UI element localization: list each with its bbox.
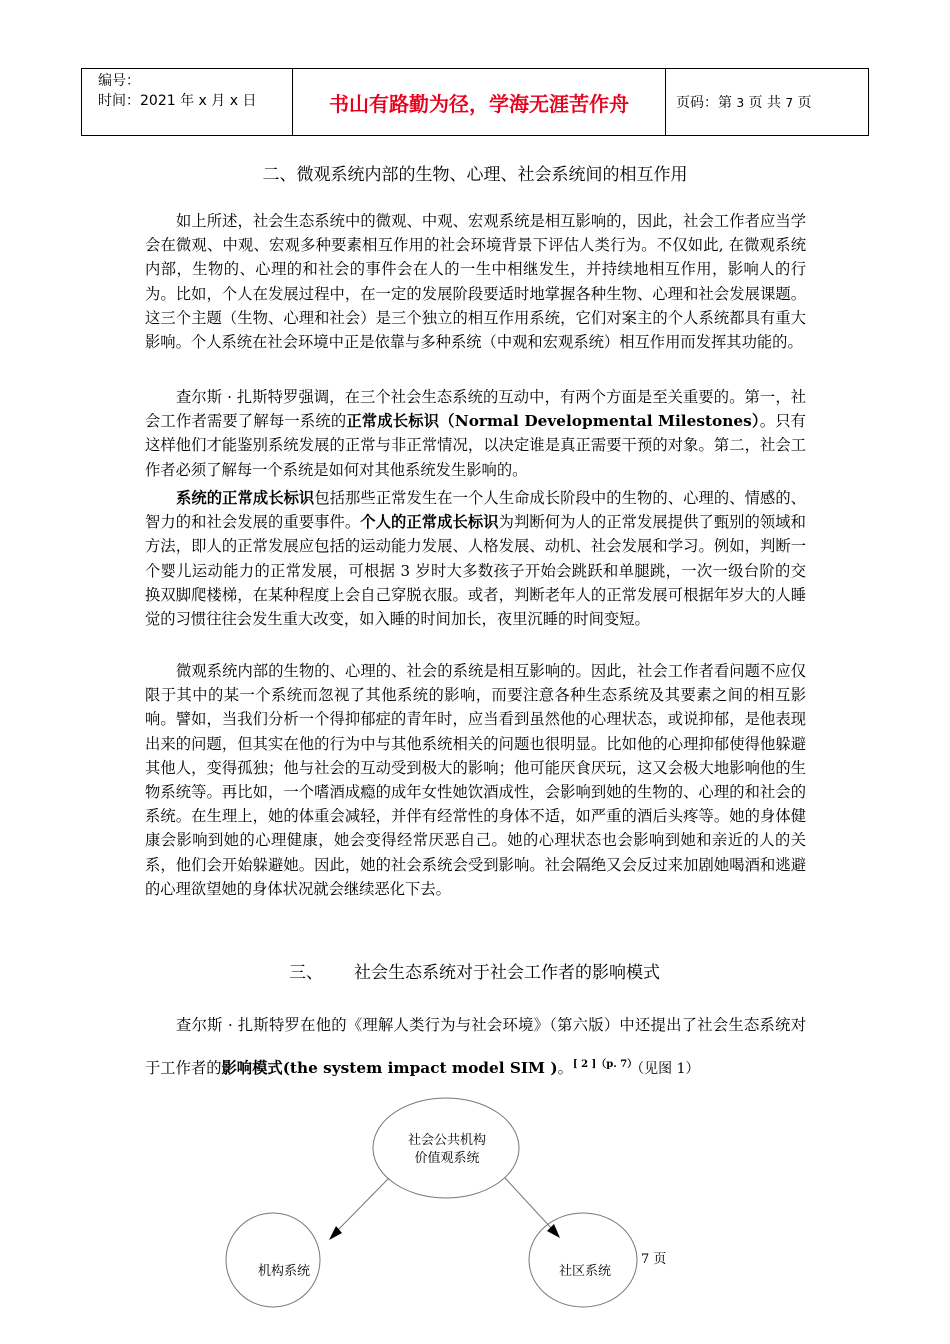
figure-reference: （见图 1） — [637, 1061, 700, 1078]
node-right-label: 社区系统 — [558, 1264, 612, 1279]
page-total: 7 — [785, 96, 794, 110]
section-3-number: 三、 — [289, 963, 323, 983]
node-top-label-1: 社会公共机构 — [407, 1133, 487, 1148]
paragraph-3-text-a: 包括那些正常发生在一个人生命成长阶段中的生物的、心理的、情感的、智力的和社会发展的重要事件。 — [145, 489, 806, 532]
node-ellipse-left — [226, 1213, 320, 1307]
citation-ref: [ 2 ]（p. 7） — [572, 1059, 638, 1070]
paragraph-2-text-a: 查尔斯 · 扎斯特罗强调，在三个社会生态系统的互动中，有两个方面是至关重要的。第一，社会工作者需要了解每一系统的 — [145, 388, 806, 431]
term-personal-milestones: 个人的正常成长标识 — [360, 513, 499, 532]
section-3-heading: 社会生态系统对于社会工作者的影响模式 — [354, 963, 660, 983]
document-number-label: 编号： — [98, 73, 140, 89]
header-motto: 书山有路勤为径，学海无涯苦作舟 — [293, 69, 666, 136]
page-current: 3 — [736, 96, 745, 110]
paragraph-3-text-b: 为判断何为人的正常发展提供了甄别的领域和方法，即人的正常发展应包括的运动能力发展、人格发展、动机、社会发展和学习。例如，判断一个婴儿运动能力的正常发展，可根据 3 岁时大多数孩子开始会跳跃和单腿跳，一次一级台阶的交换双脚爬楼梯，在某种程度上会自己穿脱衣服。或者，判断老年人的正常发展可根据年岁大的人睡觉的习惯往往会发生重大改变，如入睡的时间加长，夜里沉睡的时间变短。 — [145, 513, 806, 629]
term-impact-model: 影响模式(the system impact model SIM ) — [221, 1059, 558, 1078]
node-ellipse-right — [529, 1213, 637, 1307]
paragraph-5-text-a: 查尔斯 · 扎斯特罗在他的《理解人类行为与社会环境》（第六版）中还提出了社会生态系统对于工作者的 — [145, 1016, 806, 1078]
paragraph-4: 微观系统内部的生物的、心理的、社会的系统是相互影响的。因此，社会工作者看问题不应仅限于其中的某一个系统而忽视了其他系统的影响，而要注意各种生态系统及其要素之间的相互影响。譬如，当我们分析一个得抑郁症的青年时，应当看到虽然他的心理状态，或说抑郁，是他表现出来的问题，但其实在他的行为中与其他系统相关的问题也很明显。比如他的心理抑郁使得他躲避其他人，变得孤独；他与社会的互动受到极大的影响；他可能厌食厌玩，这又会极大地影响他的生物系统等。再比如，一个嗜酒成瘾的成年女性她饮酒成性，会影响到她的生物的、心理的和社会的系统。在生理上，她的体重会减轻，并伴有经常性的身体不适，如严重的酒后头疼等。她的身体健康会影响到她的心理健康，她会变得经常厌恶自己。她的心理状态也会影响到她和亲近的人的关系，他们会开始躲避她。因此，她的社会系统会受到影响。社会隔绝又会反过来加剧她喝酒和逃避的心理欲望她的身体状况就会继续恶化下去。 — [145, 662, 806, 898]
page-label-prefix: 页码：第 — [676, 95, 732, 111]
paragraph-2-text-b: 。只有这样他们才能鉴别系统发展的正常与非正常情况，以决定谁是真正需要干预的对象。第二，社会工作者必须了解每一个系统是如何对其他系统发生影响的。 — [145, 412, 806, 479]
paragraph-1: 如上所述，社会生态系统中的微观、中观、宏观系统是相互影响的，因此，社会工作者应当学会在微观、中观、宏观多种要素相互作用的社会环境背景下评估人类行为。不仅如此, 在微观系统内部，生物的、心理的和社会的事件会在人的一生中相继发生，并持续地相互作用，影响人的行为。比如，个人在发展过程中，在一定的发展阶段要适时地掌握各种生物、心理和社会发展课题。这三个主题（生物、心理和社会）是三个独立的相互作用系统，它们对案主的个人系统都具有重大影响。个人系统在社会环境中正是依靠与多种系统（中观和宏观系统）相互作用而发挥其功能的。 — [145, 212, 806, 352]
node-ellipse-top — [373, 1098, 519, 1198]
term-system-milestones: 系统的正常成长标识 — [176, 489, 315, 507]
page-label-mid: 页 共 — [748, 95, 781, 111]
arrow-line-left — [335, 1178, 389, 1233]
footer-page-number: 7 页 — [641, 1252, 667, 1267]
section-2-heading: 二、微观系统内部的生物、心理、社会系统间的相互作用 — [262, 165, 688, 185]
node-left-label: 机构系统 — [257, 1264, 311, 1279]
arrow-line-right — [505, 1178, 553, 1230]
page-label-suffix: 页 — [797, 95, 812, 111]
node-top-label-2: 价值观系统 — [414, 1151, 480, 1166]
paragraph-5-text-b: 。 — [557, 1059, 573, 1078]
document-date-label: 时间：2021 年 x 月 x 日 — [98, 93, 257, 109]
term-normal-milestones: 正常成长标识（Normal Developmental Milestones） — [346, 412, 760, 431]
